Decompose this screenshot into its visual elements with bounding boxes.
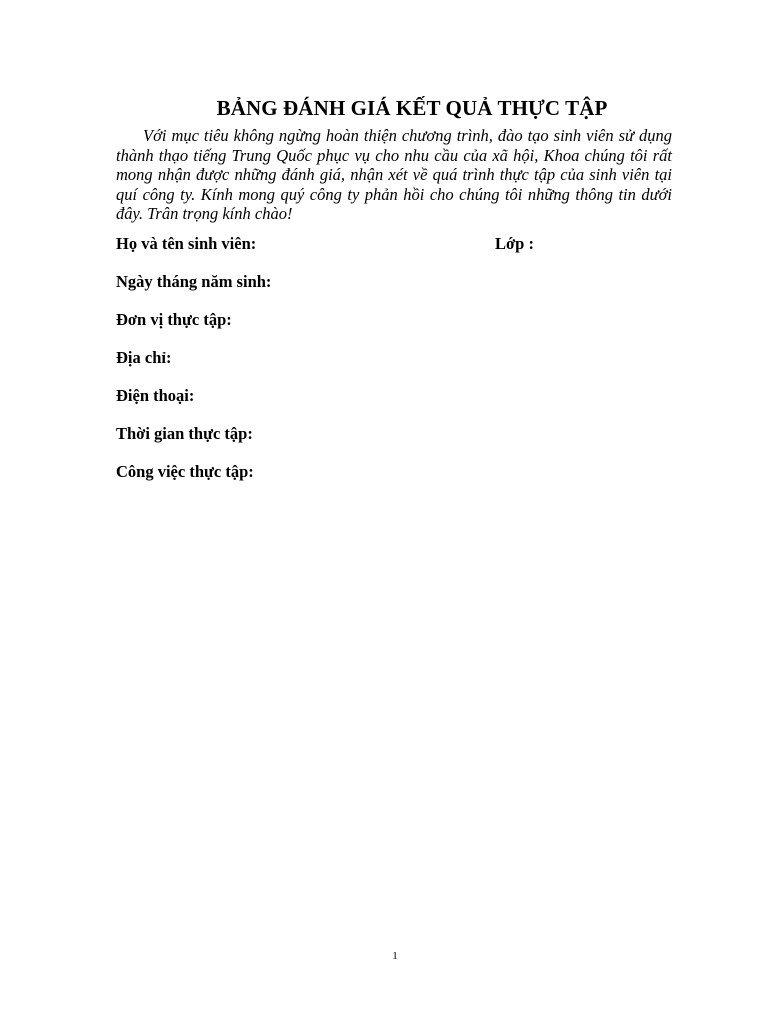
date-of-birth-label: Ngày tháng năm sinh: — [116, 271, 272, 291]
field-row-student — [116, 234, 672, 253]
internship-work-label: Công việc thực tập: — [116, 461, 254, 481]
intro-paragraph: Với mục tiêu không ngừng hoàn thiện chương trình, đào tạo sinh viên sử dụng thành thạo tiếng Trung Quốc phục vụ cho nhu cầu của xã hội, Khoa chúng tôi rất mong nhận được những đánh giá, nhận xét về quá trình thực tập của sinh viên tại quí công ty. Kính mong quý công ty phản hồi cho chúng tôi những thông tin dưới đây. Trân trọng kính chào! — [116, 126, 672, 224]
internship-period-label: Thời gian thực tập: — [116, 423, 253, 443]
address-label: Địa chỉ: — [116, 347, 172, 367]
internship-unit-label: Đơn vị thực tập: — [116, 309, 232, 329]
class-label: Lớp : — [495, 233, 534, 253]
student-name-label: Họ và tên sinh viên: — [116, 233, 257, 253]
phone-label: Điện thoại: — [116, 385, 195, 405]
document-title: BẢNG ĐÁNH GIÁ KẾT QUẢ THỰC TẬP — [216, 96, 608, 120]
page-number: 1 — [392, 950, 398, 962]
document-content — [116, 94, 672, 500]
